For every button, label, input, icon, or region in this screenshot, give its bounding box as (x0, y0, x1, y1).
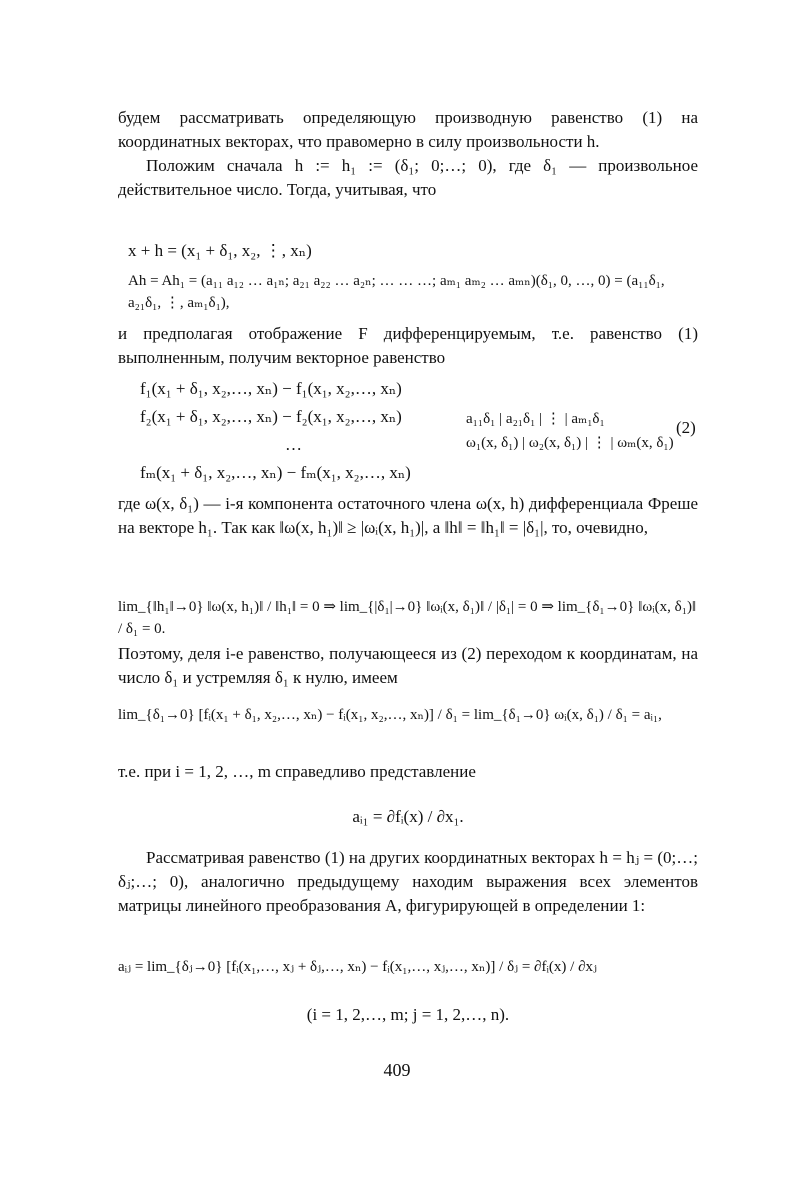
equation-aij-range: (i = 1, 2,…, m; j = 1, 2,…, n). (306, 1005, 510, 1024)
paragraph-2: Положим сначала h := h₁ := (δ₁; 0;…; 0), где δ₁ — произвольное действительное число. Тогда, учитывая, что (118, 156, 698, 199)
page-number: 409 (383, 1060, 411, 1080)
paragraph-3: и предполагая отображение F дифференцируемым, т.е. равенство (1) выполненным, получим векторное равенство (118, 324, 698, 367)
equation-aij: aᵢⱼ = lim_{δⱼ→0} [fᵢ(x₁,…, xⱼ + δⱼ,…, xₙ) − fᵢ(x₁,…, xⱼ,…, xₙ)] / δⱼ = ∂fᵢ(x) / ∂xⱼ (118, 959, 597, 975)
equation-2-lhs-row-2: f₂(x₁ + δ₁, x₂,…, xₙ) − f₂(x₁, x₂,…, xₙ) (140, 407, 402, 426)
paragraph-1: будем рассматривать определяющую производную равенство (1) на координатных векторах, что правомерно в силу произвольности h. (118, 108, 698, 151)
equation-2-number: (2) (676, 418, 696, 437)
equation-limits: lim_{‖h₁‖→0} ‖ω(x, h₁)‖ / ‖h₁‖ = 0 ⇒ lim_{|δ₁|→0} ‖ωᵢ(x, δ₁)‖ / |δ₁| = 0 ⇒ lim_{δ₁→0} ‖ωᵢ(x, δ₁)‖ / δ₁ = 0. (118, 599, 697, 637)
paragraph-6: т.е. при i = 1, 2, …, m справедливо представление (118, 762, 476, 781)
equation-ah: Ah = Ah₁ = (a₁₁ a₁₂ … a₁ₙ; a₂₁ a₂₂ … a₂ₙ; … … …; aₘ₁ aₘ₂ … aₘₙ)(δ₁, 0, …, 0) = (a₁₁δ₁, a₂₁δ₁, ⋮, aₘ₁δ₁), (128, 273, 665, 311)
equation-2-middle-vector: a₁₁δ₁ | a₂₁δ₁ | ⋮ | aₘ₁δ₁ (466, 411, 605, 427)
paragraph-7: Рассматривая равенство (1) на других координатных векторах h = hⱼ = (0;…; δⱼ;…; 0), аналогично предыдущему находим выражения всех элементов матрицы линейного преобразования A, фигурирующей в определении 1: (118, 848, 698, 915)
equation-x-plus-h: x + h = (x₁ + δ₁, x₂, ⋮, xₙ) (128, 241, 312, 260)
equation-2-remainder-vector: ω₁(x, δ₁) | ω₂(x, δ₁) | ⋮ | ωₘ(x, δ₁) (466, 435, 674, 451)
paragraph-5: Поэтому, деля i-е равенство, получающееся из (2) переходом к координатам, на число δ₁ и устремляя δ₁ к нулю, имеем (118, 644, 698, 687)
paragraph-4: где ω(x, δ₁) — i-я компонента остаточного члена ω(x, h) дифференциала Фреше на векторе h₁. Так как ‖ω(x, h₁)‖ ≥ |ωᵢ(x, h₁)|, а ‖h‖ = ‖h₁‖ = |δ₁|, то, очевидно, (118, 494, 698, 537)
equation-2-lhs-row-1: f₁(x₁ + δ₁, x₂,…, xₙ) − f₁(x₁, x₂,…, xₙ) (140, 379, 402, 398)
equation-ai1-limit: lim_{δ₁→0} [fᵢ(x₁ + δ₁, x₂,…, xₙ) − fᵢ(x₁, x₂,…, xₙ)] / δ₁ = lim_{δ₁→0} ωᵢ(x, δ₁) / δ₁ = aᵢ₁, (118, 707, 662, 723)
equation-2-lhs-row-4: fₘ(x₁ + δ₁, x₂,…, xₙ) − fₘ(x₁, x₂,…, xₙ) (140, 463, 411, 482)
equation-ai1: aᵢ₁ = ∂fᵢ(x) / ∂x₁. (352, 807, 464, 826)
equation-2-lhs-row-3: … (285, 435, 302, 454)
